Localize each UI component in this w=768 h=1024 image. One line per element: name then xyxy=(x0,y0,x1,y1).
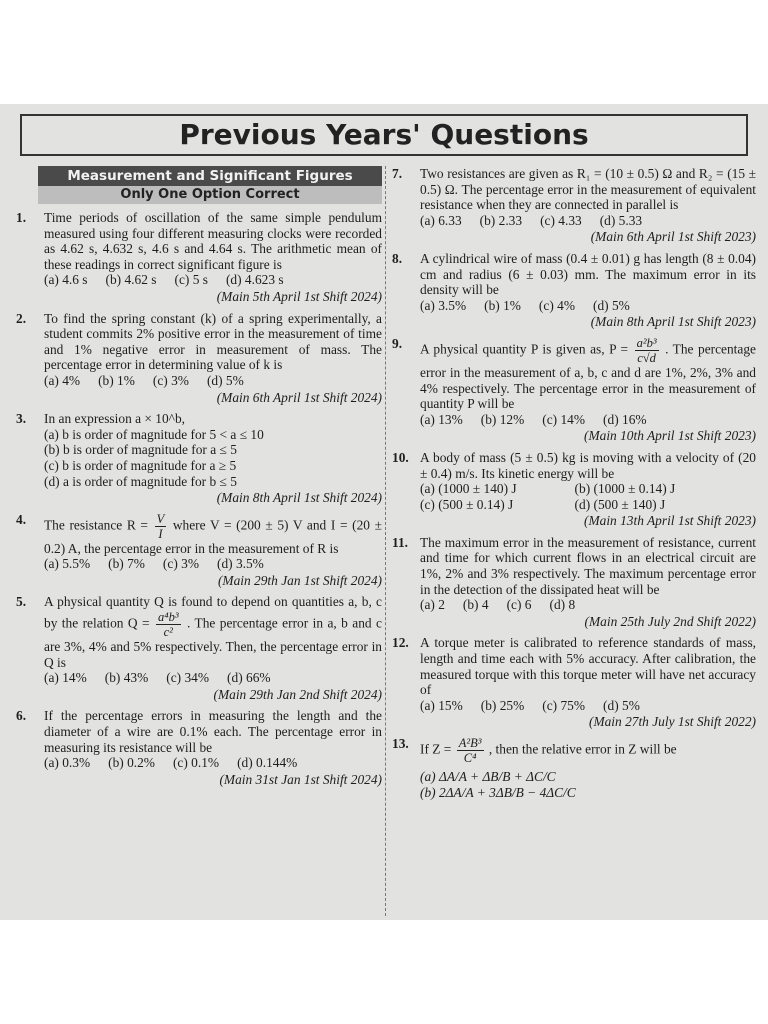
fraction xyxy=(457,736,484,765)
fraction-numerator: a²b³ xyxy=(636,335,657,350)
option-d: (d) 3.5% xyxy=(216,556,264,572)
question-text: Two resistances are given as R₁ = (10 ± 0.5) Ω and R₂ = (15 ± 0.5) Ω. The percentage error in the measurement of equivalent resistance when they are connected in parallel is xyxy=(420,166,756,213)
option-b: (b) b is order of magnitude for a ≤ 5 xyxy=(44,442,237,458)
option-c: (c) 5 s xyxy=(174,272,208,288)
option-b: (b) 4 xyxy=(462,597,489,613)
option-b: (b) 7% xyxy=(108,556,145,572)
options xyxy=(44,755,382,771)
option-a: (a) 14% xyxy=(44,670,87,686)
question-number: 1. xyxy=(16,210,27,225)
option-a xyxy=(420,769,575,785)
fraction xyxy=(635,336,659,365)
question-1 xyxy=(16,210,382,305)
fraction-denominator: C⁴ xyxy=(463,751,477,765)
option-b: (b) 0.2% xyxy=(108,755,155,771)
question-number: 2. xyxy=(16,310,27,326)
exam-reference: (Main 27th July 1st Shift 2022) xyxy=(589,714,756,730)
options xyxy=(420,698,756,714)
right-column xyxy=(392,166,756,806)
question-text: To find the spring constant (k) of a spring experimentally, a student commits 2% positive error in the measurement of time and 1% negative error in measurement of mass. The percentage error in determining value of k is xyxy=(44,310,382,373)
section-heading: Measurement and Significant Figures xyxy=(38,166,382,186)
option-b: (b) 2.33 xyxy=(479,212,523,228)
option-a: (a) 6.33 xyxy=(420,212,462,228)
question-number: 11. xyxy=(392,534,408,550)
question-4 xyxy=(16,512,382,589)
option-a-label: (a) xyxy=(420,769,436,784)
question-text: The maximum error in the measurement of resistance, current and time for which current flows in an electrical circuit are 1%, 2% and 3% respectively. The maximum percentage error in the detection of the dissipated heat will be xyxy=(420,534,756,597)
exam-reference: (Main 6th April 1st Shift 2023) xyxy=(590,229,756,245)
options xyxy=(44,373,382,389)
term: ΔA/A xyxy=(438,769,467,784)
question-10 xyxy=(392,450,756,529)
question-text-pre: The resistance R = xyxy=(44,517,148,533)
option-a: (a) 4% xyxy=(44,372,81,388)
question-text: A torque meter is calibrated to reference standards of mass, length and time each with 5% accuracy. After calibration, the measured torque with this torque meter will have net accuracy of xyxy=(420,635,756,698)
option-b: (b) 1% xyxy=(484,297,521,313)
question-number: 13. xyxy=(392,736,409,751)
option-d: (d) 5% xyxy=(592,297,630,313)
question-text-pre: If Z = xyxy=(420,741,452,757)
fraction-denominator: c² xyxy=(163,625,173,640)
question-9 xyxy=(392,336,756,444)
exam-reference: (Main 8th April 1st Shift 2024) xyxy=(216,490,382,506)
exam-reference: (Main 29th Jan 2nd Shift 2024) xyxy=(213,686,382,702)
option-d: (d) 4.623 s xyxy=(225,272,284,288)
option-d: (d) 8 xyxy=(549,597,576,613)
question-number: 12. xyxy=(392,635,409,651)
option-d: (d) 5.33 xyxy=(599,212,643,228)
option-a: (a) 15% xyxy=(420,697,463,713)
option-d: (d) 5% xyxy=(206,372,244,388)
options xyxy=(44,272,382,288)
question-13 xyxy=(392,736,756,800)
option-c: (c) (500 ± 0.14) J xyxy=(420,496,514,512)
operator: + xyxy=(476,784,486,800)
option-c: (c) 75% xyxy=(542,697,586,713)
options xyxy=(420,481,756,512)
option-b: (b) 4.62 s xyxy=(105,272,157,288)
question-6 xyxy=(16,708,382,787)
options xyxy=(420,769,756,800)
question-11 xyxy=(392,535,756,630)
fraction xyxy=(156,610,181,639)
question-text-post: . The percentage error in a, b and c are 3%, 4% and 5% respectively. Then, the percentage error in Q is xyxy=(44,615,382,670)
question-text-post: . The percentage error in the measurement of a, b, c and d are 1%, 2%, 3% and 4% respectively. The percentage error in the measurement of quantity P will be xyxy=(420,341,756,412)
option-c: (c) 3% xyxy=(152,372,189,388)
option-b: (b) 1% xyxy=(98,372,135,388)
column-divider xyxy=(385,166,386,916)
exam-reference: (Main 31st Jan 1st Shift 2024) xyxy=(219,771,382,787)
question-number: 4. xyxy=(16,511,27,527)
question-text xyxy=(420,736,756,765)
question-text: A body of mass (5 ± 0.5) kg is moving with a velocity of (20 ± 0.4) m/s. Its kinetic energy will be xyxy=(420,449,756,481)
option-d: (d) 16% xyxy=(603,411,647,427)
question-number: 7. xyxy=(392,166,403,181)
question-5 xyxy=(16,594,382,702)
question-8 xyxy=(392,251,756,330)
question-text-pre: A physical quantity Q is found to depend on quantities a, b, c by the relation Q = xyxy=(44,594,382,631)
option-d: (d) 66% xyxy=(227,670,271,686)
options xyxy=(44,556,382,572)
question-text: A cylindrical wire of mass (0.4 ± 0.01) g has length (8 ± 0.04) cm and radius (6 ± 0.03) mm. The maximum error in its density will be xyxy=(420,250,756,298)
page-title: Previous Years' Questions xyxy=(179,118,589,151)
question-number: 5. xyxy=(16,594,27,610)
question-text: If the percentage errors in measuring the length and the diameter of a wire are 0.1% each. The percentage error in measuring its resistance will be xyxy=(44,708,382,755)
question-text-pre: A physical quantity P is given as, P = xyxy=(420,341,629,357)
option-d: (d) 0.144% xyxy=(237,755,298,771)
operator: + xyxy=(513,769,523,784)
options xyxy=(420,298,756,314)
exam-reference: (Main 5th April 1st Shift 2024) xyxy=(216,288,382,304)
question-text-post: where V = (200 ± 5) V and I = (20 ± 0.2) A, the percentage error in the measurement of R is xyxy=(44,517,382,556)
fraction-numerator: a⁴b³ xyxy=(157,610,179,625)
option-c: (c) 4% xyxy=(538,297,575,313)
question-number: 9. xyxy=(392,335,403,351)
exam-reference: (Main 25th July 2nd Shift 2022) xyxy=(584,613,756,629)
question-text xyxy=(44,512,382,557)
fraction-numerator: A²B³ xyxy=(458,736,482,750)
option-d: (d) a is order of magnitude for b ≤ 5 xyxy=(44,473,237,489)
question-text xyxy=(420,336,756,412)
option-c: (c) 34% xyxy=(166,670,210,686)
question-2 xyxy=(16,311,382,406)
option-d: (d) (500 ± 140) J xyxy=(574,496,666,512)
exam-reference: (Main 13th April 1st Shift 2023) xyxy=(584,513,756,529)
term: 3ΔB/B xyxy=(489,784,524,800)
option-b-label: (b) xyxy=(420,784,436,800)
option-b: (b) (1000 ± 0.14) J xyxy=(574,481,676,497)
question-text-post: , then the relative error in Z will be xyxy=(488,741,677,757)
left-column xyxy=(16,166,382,793)
term: 2ΔA/A xyxy=(438,784,474,800)
option-a: (a) 13% xyxy=(420,411,463,427)
option-b: (b) 12% xyxy=(480,411,525,427)
operator: + xyxy=(470,769,480,784)
options xyxy=(420,213,756,229)
options xyxy=(420,412,756,428)
options xyxy=(44,670,382,686)
option-a: (a) b is order of magnitude for 5 < a ≤ 10 xyxy=(44,426,264,442)
exam-reference: (Main 8th April 1st Shift 2023) xyxy=(590,314,756,330)
fraction-numerator: V xyxy=(156,511,165,526)
exam-reference: (Main 10th April 1st Shift 2023) xyxy=(584,428,756,444)
fraction xyxy=(155,512,167,541)
term: ΔB/B xyxy=(482,769,511,784)
section-subheading: Only One Option Correct xyxy=(38,186,382,204)
option-a: (a) 0.3% xyxy=(44,755,91,771)
title-box xyxy=(20,114,748,156)
question-3 xyxy=(16,411,382,506)
option-b: (b) 43% xyxy=(104,670,149,686)
question-number: 8. xyxy=(392,250,403,266)
question-text xyxy=(44,594,382,670)
option-b xyxy=(420,785,576,801)
question-text: In an expression a × 10^b, xyxy=(44,411,186,427)
textbook-page xyxy=(0,104,768,920)
option-d: (d) 5% xyxy=(603,697,640,713)
option-c: (c) 0.1% xyxy=(172,755,220,771)
term: 4ΔC/C xyxy=(539,784,576,800)
option-c: (c) 4.33 xyxy=(540,212,582,228)
question-number: 10. xyxy=(392,449,409,465)
option-a: (a) 5.5% xyxy=(44,556,91,572)
option-c: (c) 14% xyxy=(542,411,586,427)
option-c: (c) b is order of magnitude for a ≥ 5 xyxy=(44,457,237,473)
question-7 xyxy=(392,166,756,245)
question-number: 3. xyxy=(16,411,27,427)
question-12 xyxy=(392,635,756,730)
option-a: (a) (1000 ± 140) J xyxy=(420,481,517,497)
question-number: 6. xyxy=(16,708,27,724)
exam-reference: (Main 29th Jan 1st Shift 2024) xyxy=(217,572,382,588)
term: ΔC/C xyxy=(526,769,556,784)
option-a: (a) 3.5% xyxy=(420,297,467,313)
option-b: (b) 25% xyxy=(480,697,525,713)
question-text: Time periods of oscillation of the same simple pendulum measured using four different measuring clocks were recorded as 4.62 s, 4.632 s, 4.6 s and 4.64 s. The arithmetic mean of these readings in correct significant figure is xyxy=(44,210,382,272)
options xyxy=(420,597,756,613)
exam-reference: (Main 6th April 1st Shift 2024) xyxy=(216,389,382,405)
operator: − xyxy=(527,784,537,800)
option-c: (c) 6 xyxy=(506,597,532,613)
option-c: (c) 3% xyxy=(162,556,199,572)
fraction-denominator: c√d xyxy=(637,350,656,365)
fraction-denominator: I xyxy=(158,526,163,541)
option-a: (a) 4.6 s xyxy=(44,272,88,288)
option-a: (a) 2 xyxy=(420,597,445,613)
